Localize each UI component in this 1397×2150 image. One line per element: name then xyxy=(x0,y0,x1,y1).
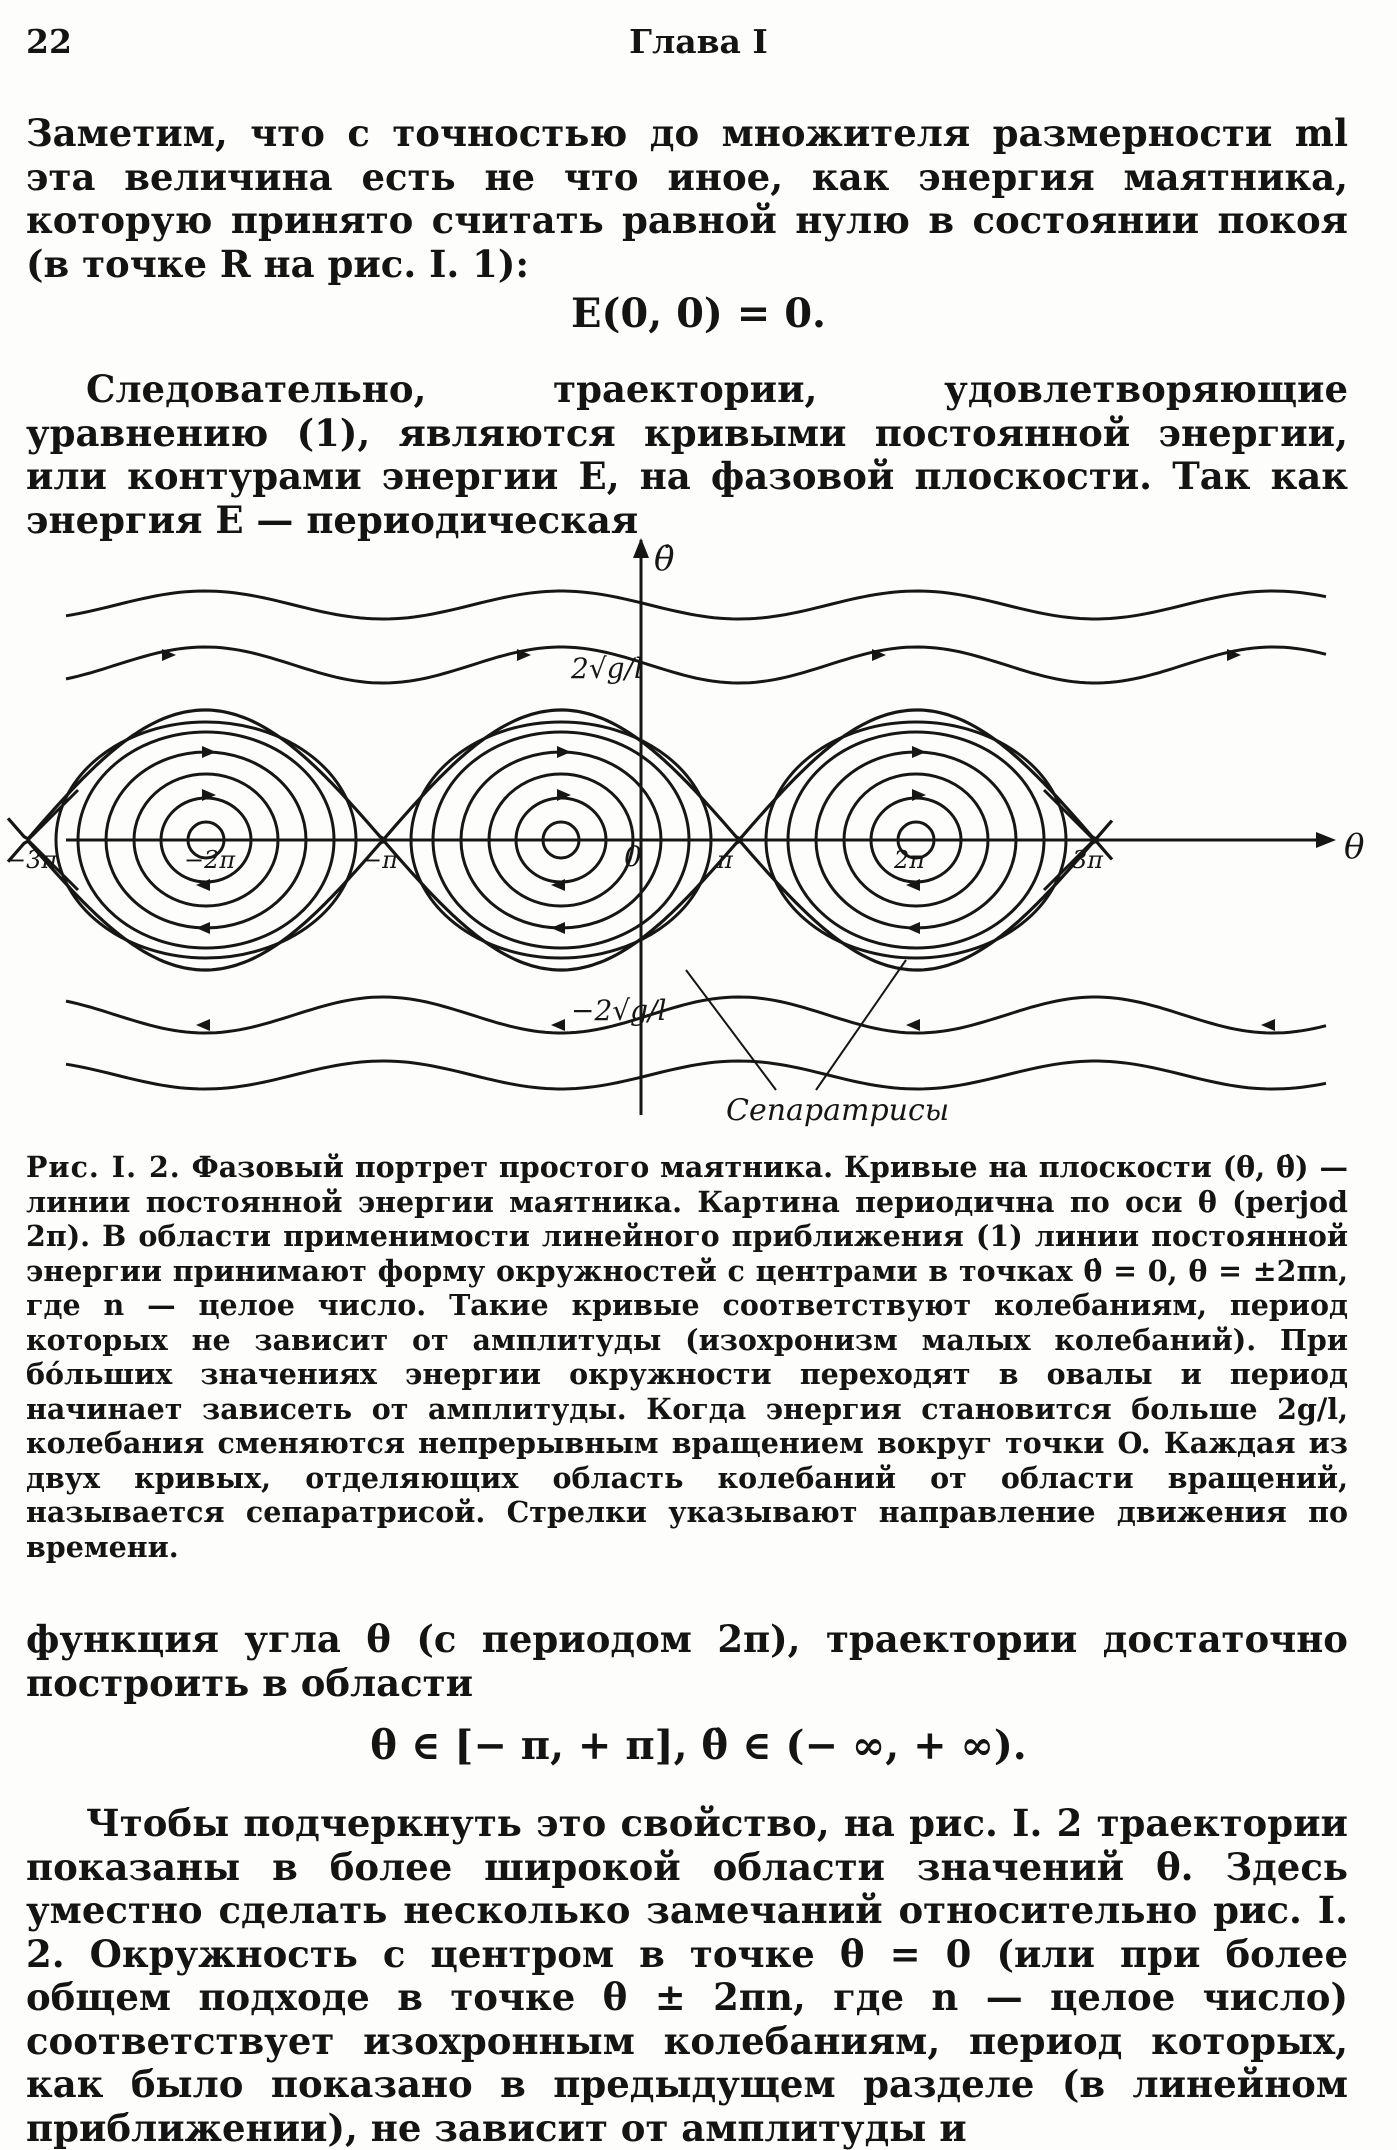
tick-label-3: π xyxy=(717,846,733,874)
paragraph-3 xyxy=(26,1618,1348,1705)
tick-label-5: 3π xyxy=(1072,846,1104,874)
label-bottom-amplitude: −2√g/l xyxy=(571,994,667,1027)
orbit-arrow-bottom-0 xyxy=(196,922,210,934)
separatrix-pointer-left xyxy=(686,970,776,1090)
rotation-arrow-lower-0 xyxy=(196,1019,210,1031)
paragraph-1-text: Заметим, что с точностью до множителя размерности ml эта величина есть не что иное, как энергия маятника, которую принято считать равной нулю в состоянии покоя (в точке R на рис. I. 1): xyxy=(26,111,1348,286)
phase-portrait-figure xyxy=(6,539,1371,1140)
orbit-arrow-bottom-1 xyxy=(551,922,565,934)
rotation-curve-2 xyxy=(66,997,1326,1033)
orbit-arrow-top-0 xyxy=(202,746,216,758)
tick-label-1: −2π xyxy=(184,846,236,874)
orbit-arrow-bottom-2 xyxy=(906,922,920,934)
paragraph-4-text: Чтобы подчеркнуть это свойство, на рис. I. 2 траектории показаны в более широкой области значений θ. Здесь уместно сделать несколько замечаний относительно рис. I. 2. Окружность с центром в точке θ = 0 (или при более общем подходе в точке θ ± 2πn, где n — целое число) соответствует изохронным колебаниям, период которых, как было показано в предыдущем разделе (в линейном приближении), не зависит от амплитуды и xyxy=(26,1801,1348,2150)
label-top-amplitude: 2√g/l xyxy=(571,652,643,685)
formula-energy-zero: E(0, 0) = 0. xyxy=(571,290,826,337)
rotation-arrow-lower-1 xyxy=(551,1019,565,1031)
separatrix-pointer-right xyxy=(816,960,906,1090)
tick-label-4: 2π xyxy=(894,846,926,874)
rotation-curve-3 xyxy=(66,1061,1326,1089)
tick-label-2: −π xyxy=(362,846,398,874)
paragraph-4 xyxy=(26,1802,1348,2150)
axis-label-theta-dot: θ̇ xyxy=(654,539,675,579)
separatrix-tail-up-0 xyxy=(28,790,78,840)
paragraph-2 xyxy=(26,368,1348,542)
separatrix-label: Сепаратрисы xyxy=(726,1093,950,1128)
caption-text: Фазовый портрет простого маятника. Кривые на плоскости (θ, θ̇) — линии постоянной энергии маятника. Картина периодична по оси θ (perjod 2π). В области применимости линейного приближения (1) линии постоянной энергии принимают форму окружностей с центрами в точках θ̇ = 0, θ = ±2πn, где n — целое число. Такие кривые соответствуют колебаниям, период которых не зависит от амплитуды (изохронизм малых колебаний). При бо́льших значениях энергии окружности переходят в овалы и период начинает зависеть от амплитуды. Когда энергия становится больше 2g/l, колебания сменяются непрерывным вращением вокруг точки O. Каждая из двух кривых, отделяющих область колебаний от области вращений, называется сепаратрисой. Стрелки указывают направление движения по времени. xyxy=(26,1150,1348,1564)
label-center: 0 xyxy=(624,840,642,873)
caption-label: Рис. I. 2. xyxy=(26,1150,181,1184)
paragraph-3-text: функция угла θ (с периодом 2π), траектории достаточно построить в области xyxy=(26,1617,1348,1705)
paragraph-1 xyxy=(26,112,1348,286)
running-header xyxy=(26,22,1371,66)
rotation-arrow-lower-3 xyxy=(1261,1019,1275,1031)
page-number: 22 xyxy=(26,22,72,61)
formula-domain: θ ∈ [− π, + π], θ̇ ∈ (− ∞, + ∞). xyxy=(370,1722,1027,1769)
rotation-arrow-lower-2 xyxy=(906,1019,920,1031)
chapter-title: Глава I xyxy=(629,22,768,61)
paragraph-2-text: Следовательно, траектории, удовлетворяющие уравнению (1), являются кривыми постоянной энергии, или контурами энергии E, на фазовой плоскости. Так как энергия E — периодическая xyxy=(26,367,1348,542)
orbit-arrow-top-2 xyxy=(912,746,926,758)
theta-dot-axis-arrow-icon xyxy=(633,538,649,558)
rotation-curve-1 xyxy=(66,591,1326,619)
phase-portrait-svg xyxy=(6,539,1371,1140)
orbit-arrow-top-1 xyxy=(557,746,571,758)
theta-axis-arrow-icon xyxy=(1316,832,1336,848)
separatrix-tail-up-1 xyxy=(1044,790,1094,840)
axis-label-theta: θ xyxy=(1344,827,1365,867)
rotation-curve-0 xyxy=(66,647,1326,683)
figure-caption xyxy=(26,1150,1348,1564)
tick-label-0: −3π xyxy=(6,846,58,874)
